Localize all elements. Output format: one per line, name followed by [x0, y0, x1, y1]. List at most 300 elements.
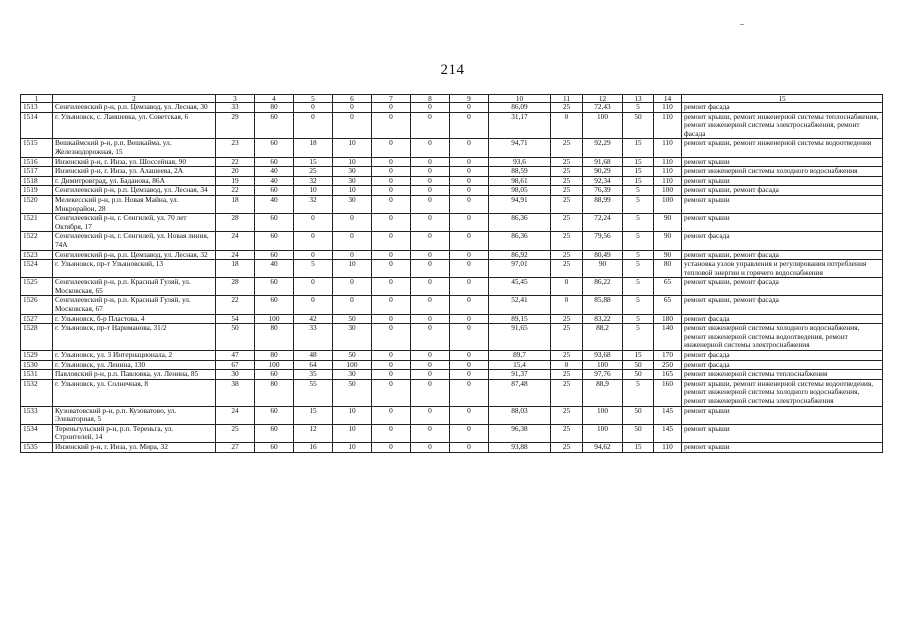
address: Сенгилеевский р-н, р.п. Красный Гуляй, ул. Московская, 67	[53, 296, 216, 314]
row-number: 1520	[21, 195, 53, 213]
table-row	[21, 296, 883, 314]
cell-value: 0	[411, 260, 450, 278]
column-header: 9	[450, 95, 489, 103]
cell-value: 100	[654, 186, 682, 196]
cell-value: 0	[333, 296, 372, 314]
cell-value: 5	[623, 214, 654, 232]
cell-value: 0	[411, 232, 450, 250]
cell-value: 93,68	[583, 351, 623, 361]
column-header: 3	[216, 95, 255, 103]
cell-value: 5	[623, 296, 654, 314]
cell-value: 5	[623, 260, 654, 278]
cell-value: 5	[623, 186, 654, 196]
row-number: 1526	[21, 296, 53, 314]
cell-value: 91,37	[489, 370, 551, 380]
cell-value: 0	[450, 232, 489, 250]
cell-value: 180	[654, 314, 682, 324]
cell-value: 80	[255, 379, 294, 406]
cell-value: 0	[372, 167, 411, 177]
table-row	[21, 157, 883, 167]
cell-value: 31,17	[489, 112, 551, 139]
table-row	[21, 360, 883, 370]
cell-value: 98,05	[489, 186, 551, 196]
cell-value: 38	[216, 379, 255, 406]
cell-value: 28	[216, 278, 255, 296]
cell-value: 35	[294, 370, 333, 380]
cell-value: 85,88	[583, 296, 623, 314]
cell-value: 0	[450, 351, 489, 361]
cell-value: 98,61	[489, 176, 551, 186]
cell-value: 0	[411, 195, 450, 213]
cell-value: 140	[654, 324, 682, 351]
cell-value: 22	[216, 157, 255, 167]
cell-value: 0	[411, 112, 450, 139]
work-description: ремонт крыши	[682, 176, 883, 186]
cell-value: 110	[654, 157, 682, 167]
register-table	[20, 94, 883, 453]
cell-value: 0	[372, 379, 411, 406]
cell-value: 90	[654, 250, 682, 260]
row-number: 1517	[21, 167, 53, 177]
cell-value: 30	[333, 370, 372, 380]
cell-value: 30	[333, 324, 372, 351]
column-header: 5	[294, 95, 333, 103]
table-row	[21, 278, 883, 296]
cell-value: 0	[333, 232, 372, 250]
cell-value: 48	[294, 351, 333, 361]
cell-value: 40	[255, 167, 294, 177]
table-row	[21, 406, 883, 424]
cell-value: 0	[411, 278, 450, 296]
row-number: 1529	[21, 351, 53, 361]
cell-value: 60	[255, 214, 294, 232]
cell-value: 5	[623, 324, 654, 351]
cell-value: 100	[583, 360, 623, 370]
cell-value: 0	[372, 360, 411, 370]
cell-value: 0	[372, 112, 411, 139]
address: г. Ульяновск, ул. Ленина, 130	[53, 360, 216, 370]
table-header	[21, 95, 883, 103]
cell-value: 50	[623, 360, 654, 370]
cell-value: 0	[294, 278, 333, 296]
cell-value: 50	[216, 324, 255, 351]
cell-value: 40	[255, 260, 294, 278]
table-row	[21, 379, 883, 406]
cell-value: 0	[372, 278, 411, 296]
cell-value: 0	[450, 360, 489, 370]
cell-value: 24	[216, 406, 255, 424]
cell-value: 110	[654, 176, 682, 186]
work-description: ремонт инженерной системы теплоснабжения	[682, 370, 883, 380]
cell-value: 25	[551, 250, 583, 260]
cell-value: 25	[551, 442, 583, 452]
address: Инзенский р-н, г. Инза, ул. Алашеева, 2А	[53, 167, 216, 177]
cell-value: 0	[372, 296, 411, 314]
cell-value: 0	[450, 250, 489, 260]
row-number: 1533	[21, 406, 53, 424]
cell-value: 25	[551, 157, 583, 167]
column-header: 15	[682, 95, 883, 103]
table-row	[21, 314, 883, 324]
cell-value: 0	[551, 278, 583, 296]
page-number: 214	[440, 62, 465, 78]
cell-value: 25	[551, 103, 583, 113]
cell-value: 0	[450, 406, 489, 424]
cell-value: 94,62	[583, 442, 623, 452]
cell-value: 65	[654, 278, 682, 296]
cell-value: 0	[411, 167, 450, 177]
cell-value: 10	[333, 186, 372, 196]
cell-value: 18	[294, 139, 333, 157]
cell-value: 0	[411, 370, 450, 380]
cell-value: 145	[654, 424, 682, 442]
cell-value: 0	[450, 214, 489, 232]
cell-value: 72,24	[583, 214, 623, 232]
cell-value: 0	[551, 112, 583, 139]
cell-value: 0	[411, 103, 450, 113]
cell-value: 0	[450, 157, 489, 167]
address: Кузоватовский р-н, р.п. Кузоватово, ул. Элеваторная, 5	[53, 406, 216, 424]
table-body	[21, 103, 883, 453]
cell-value: 0	[372, 139, 411, 157]
cell-value: 40	[255, 195, 294, 213]
cell-value: 0	[372, 186, 411, 196]
work-description: ремонт фасада	[682, 360, 883, 370]
work-description: ремонт крыши	[682, 406, 883, 424]
cell-value: 40	[255, 176, 294, 186]
cell-value: 100	[255, 314, 294, 324]
cell-value: 160	[654, 379, 682, 406]
work-description: ремонт фасада	[682, 232, 883, 250]
cell-value: 10	[333, 406, 372, 424]
cell-value: 29	[216, 112, 255, 139]
cell-value: 0	[372, 195, 411, 213]
cell-value: 145	[654, 406, 682, 424]
cell-value: 86,36	[489, 232, 551, 250]
cell-value: 60	[255, 157, 294, 167]
cell-value: 15	[623, 157, 654, 167]
cell-value: 30	[333, 195, 372, 213]
cell-value: 0	[333, 112, 372, 139]
cell-value: 0	[411, 360, 450, 370]
cell-value: 80	[255, 103, 294, 113]
cell-value: 0	[411, 296, 450, 314]
cell-value: 88,59	[489, 167, 551, 177]
cell-value: 60	[255, 232, 294, 250]
cell-value: 5	[623, 232, 654, 250]
cell-value: 50	[623, 112, 654, 139]
cell-value: 60	[255, 370, 294, 380]
cell-value: 15	[294, 406, 333, 424]
cell-value: 0	[450, 314, 489, 324]
cell-value: 5	[623, 195, 654, 213]
cell-value: 0	[411, 186, 450, 196]
cell-value: 54	[216, 314, 255, 324]
cell-value: 97,76	[583, 370, 623, 380]
table-row	[21, 167, 883, 177]
table-row	[21, 424, 883, 442]
address: Тереньгульский р-н, р.п. Тереньга, ул. Строителей, 14	[53, 424, 216, 442]
cell-value: 0	[372, 232, 411, 250]
cell-value: 80	[654, 260, 682, 278]
work-description: ремонт крыши, ремонт инженерной системы водоотведения, ремонт инженерной системы холодного водоснабжения, ремонт инженерной системы электроснабжения	[682, 379, 883, 406]
cell-value: 0	[450, 296, 489, 314]
cell-value: 94,71	[489, 139, 551, 157]
cell-value: 0	[333, 214, 372, 232]
cell-value: 87,48	[489, 379, 551, 406]
cell-value: 79,56	[583, 232, 623, 250]
cell-value: 0	[372, 406, 411, 424]
cell-value: 25	[551, 370, 583, 380]
row-number: 1523	[21, 250, 53, 260]
cell-value: 250	[654, 360, 682, 370]
cell-value: 25	[551, 351, 583, 361]
cell-value: 0	[333, 278, 372, 296]
cell-value: 92,34	[583, 176, 623, 186]
work-description: ремонт крыши	[682, 424, 883, 442]
address: Сенгилеевский р-н, р.п. Цемзавод, ул. Лесная, 32	[53, 250, 216, 260]
table-row	[21, 214, 883, 232]
row-number: 1521	[21, 214, 53, 232]
cell-value: 60	[255, 250, 294, 260]
cell-value: 67	[216, 360, 255, 370]
cell-value: 80,49	[583, 250, 623, 260]
cell-value: 25	[551, 186, 583, 196]
cell-value: 0	[450, 370, 489, 380]
table-row	[21, 176, 883, 186]
cell-value: 27	[216, 442, 255, 452]
cell-value: 110	[654, 167, 682, 177]
address: Инзенский р-н, г. Инза, ул. Мира, 32	[53, 442, 216, 452]
cell-value: 86,09	[489, 103, 551, 113]
column-header: 4	[255, 95, 294, 103]
cell-value: 0	[411, 157, 450, 167]
cell-value: 91,68	[583, 157, 623, 167]
cell-value: 93,6	[489, 157, 551, 167]
column-header: 13	[623, 95, 654, 103]
work-description: ремонт фасада	[682, 103, 883, 113]
cell-value: 0	[411, 324, 450, 351]
cell-value: 86,22	[583, 278, 623, 296]
cell-value: 10	[333, 139, 372, 157]
cell-value: 100	[333, 360, 372, 370]
row-number: 1516	[21, 157, 53, 167]
cell-value: 0	[450, 424, 489, 442]
cell-value: 100	[255, 360, 294, 370]
address: Инзенский р-н, г. Инза, ул. Шоссейная, 90	[53, 157, 216, 167]
cell-value: 0	[411, 139, 450, 157]
address: г. Ульяновск, ул. Солнечная, 8	[53, 379, 216, 406]
cell-value: 96,38	[489, 424, 551, 442]
work-description: ремонт крыши	[682, 157, 883, 167]
address: Сенгилеевский р-н, р.п. Красный Гуляй, ул. Московская, 65	[53, 278, 216, 296]
cell-value: 30	[333, 167, 372, 177]
cell-value: 45,45	[489, 278, 551, 296]
address: Вешкаймский р-н, р.п. Вешкайма, ул. Железнодорожная, 15	[53, 139, 216, 157]
cell-value: 60	[255, 442, 294, 452]
cell-value: 50	[623, 424, 654, 442]
cell-value: 18	[216, 195, 255, 213]
cell-value: 0	[450, 260, 489, 278]
cell-value: 0	[372, 260, 411, 278]
cell-value: 0	[411, 250, 450, 260]
cell-value: 0	[372, 324, 411, 351]
cell-value: 94,91	[489, 195, 551, 213]
cell-value: 10	[294, 186, 333, 196]
table-row	[21, 195, 883, 213]
cell-value: 86,92	[489, 250, 551, 260]
cell-value: 22	[216, 186, 255, 196]
cell-value: 0	[372, 442, 411, 452]
row-number: 1514	[21, 112, 53, 139]
cell-value: 19	[216, 176, 255, 186]
work-description: ремонт крыши, ремонт фасада	[682, 278, 883, 296]
cell-value: 5	[623, 278, 654, 296]
cell-value: 0	[450, 176, 489, 186]
scan-mark	[740, 24, 744, 25]
row-number: 1518	[21, 176, 53, 186]
row-number: 1532	[21, 379, 53, 406]
cell-value: 110	[654, 103, 682, 113]
cell-value: 60	[255, 406, 294, 424]
cell-value: 0	[450, 103, 489, 113]
cell-value: 92,29	[583, 139, 623, 157]
cell-value: 165	[654, 370, 682, 380]
work-description: ремонт фасада	[682, 314, 883, 324]
cell-value: 55	[294, 379, 333, 406]
cell-value: 0	[411, 442, 450, 452]
cell-value: 5	[623, 314, 654, 324]
cell-value: 0	[333, 250, 372, 260]
cell-value: 0	[450, 442, 489, 452]
cell-value: 0	[411, 379, 450, 406]
row-number: 1535	[21, 442, 53, 452]
cell-value: 50	[623, 406, 654, 424]
column-header: 2	[53, 95, 216, 103]
work-description: установка узлов управления и регулирования потребления тепловой энергии и горячего водоснабжения	[682, 260, 883, 278]
cell-value: 60	[255, 424, 294, 442]
cell-value: 64	[294, 360, 333, 370]
cell-value: 5	[294, 260, 333, 278]
cell-value: 0	[411, 424, 450, 442]
work-description: ремонт крыши, ремонт фасада	[682, 296, 883, 314]
cell-value: 50	[333, 351, 372, 361]
cell-value: 15	[623, 139, 654, 157]
cell-value: 0	[551, 296, 583, 314]
cell-value: 25	[551, 424, 583, 442]
cell-value: 25	[551, 324, 583, 351]
cell-value: 0	[372, 176, 411, 186]
cell-value: 0	[294, 103, 333, 113]
cell-value: 25	[551, 379, 583, 406]
cell-value: 18	[216, 260, 255, 278]
cell-value: 170	[654, 351, 682, 361]
cell-value: 33	[216, 103, 255, 113]
column-header: 6	[333, 95, 372, 103]
cell-value: 97,01	[489, 260, 551, 278]
cell-value: 47	[216, 351, 255, 361]
cell-value: 10	[333, 424, 372, 442]
table-row	[21, 370, 883, 380]
table-row	[21, 442, 883, 452]
cell-value: 15,4	[489, 360, 551, 370]
cell-value: 0	[411, 214, 450, 232]
cell-value: 0	[372, 157, 411, 167]
cell-value: 5	[623, 379, 654, 406]
cell-value: 22	[216, 296, 255, 314]
address: Сенгилеевский р-н, г. Сенгилей, ул. 70 лет Октября, 17	[53, 214, 216, 232]
column-header: 7	[372, 95, 411, 103]
cell-value: 0	[450, 278, 489, 296]
cell-value: 25	[551, 167, 583, 177]
cell-value: 110	[654, 112, 682, 139]
row-number: 1515	[21, 139, 53, 157]
table-row	[21, 351, 883, 361]
cell-value: 50	[333, 314, 372, 324]
cell-value: 10	[333, 157, 372, 167]
cell-value: 60	[255, 278, 294, 296]
address: г. Ульяновск, б-р Пластова, 4	[53, 314, 216, 324]
column-header: 14	[654, 95, 682, 103]
cell-value: 0	[411, 176, 450, 186]
cell-value: 0	[411, 314, 450, 324]
cell-value: 100	[654, 195, 682, 213]
cell-value: 15	[623, 442, 654, 452]
cell-value: 0	[294, 232, 333, 250]
cell-value: 0	[294, 250, 333, 260]
column-number-row	[21, 95, 883, 103]
cell-value: 0	[372, 250, 411, 260]
cell-value: 5	[623, 250, 654, 260]
cell-value: 86,36	[489, 214, 551, 232]
cell-value: 10	[333, 260, 372, 278]
cell-value: 20	[216, 167, 255, 177]
cell-value: 25	[551, 195, 583, 213]
cell-value: 90	[654, 232, 682, 250]
table-row	[21, 232, 883, 250]
table-row	[21, 250, 883, 260]
cell-value: 0	[450, 186, 489, 196]
row-number: 1524	[21, 260, 53, 278]
cell-value: 10	[333, 442, 372, 452]
cell-value: 0	[411, 351, 450, 361]
cell-value: 25	[551, 232, 583, 250]
cell-value: 32	[294, 195, 333, 213]
cell-value: 83,22	[583, 314, 623, 324]
cell-value: 90	[583, 260, 623, 278]
table-row	[21, 186, 883, 196]
cell-value: 30	[216, 370, 255, 380]
cell-value: 25	[551, 139, 583, 157]
cell-value: 25	[551, 176, 583, 186]
cell-value: 60	[255, 296, 294, 314]
row-number: 1534	[21, 424, 53, 442]
cell-value: 90,29	[583, 167, 623, 177]
cell-value: 0	[551, 360, 583, 370]
address: г. Ульяновск, с. Лаишевка, ул. Советская, 6	[53, 112, 216, 139]
cell-value: 65	[654, 296, 682, 314]
cell-value: 110	[654, 139, 682, 157]
table-row	[21, 324, 883, 351]
work-description: ремонт крыши	[682, 195, 883, 213]
cell-value: 12	[294, 424, 333, 442]
cell-value: 23	[216, 139, 255, 157]
cell-value: 0	[372, 351, 411, 361]
cell-value: 15	[294, 157, 333, 167]
cell-value: 72,43	[583, 103, 623, 113]
cell-value: 0	[450, 195, 489, 213]
address: Мелекесский р-н, р.п. Новая Майна, ул. Микрорайон, 28	[53, 195, 216, 213]
